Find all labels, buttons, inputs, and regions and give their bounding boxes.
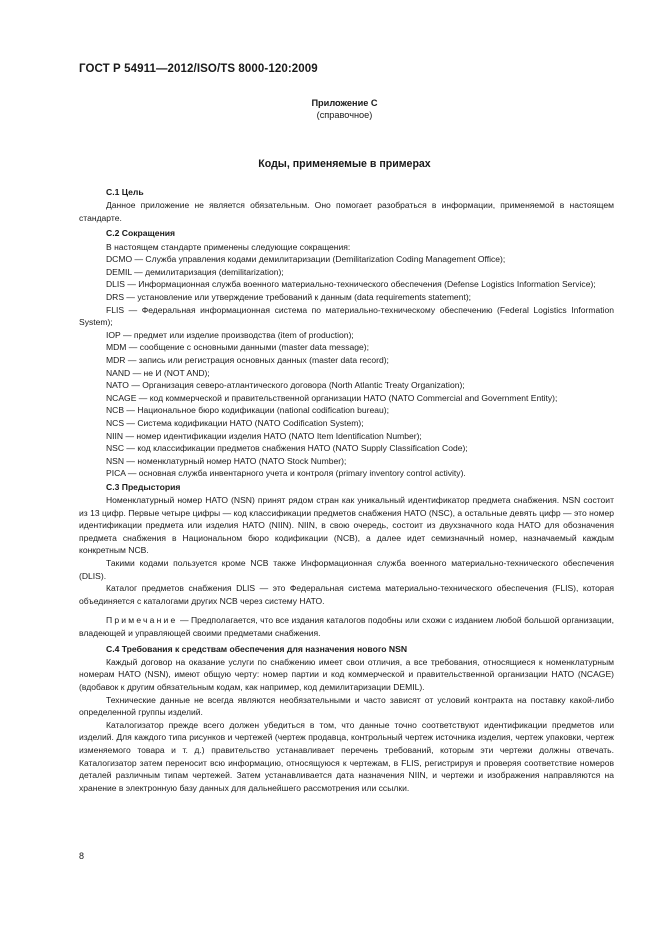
section-c3-paragraph-1: Номенклатурный номер НАТО (NSN) принят рядом стран как уникальный идентификатор предмета снабжения. NSN состоит из 13 цифр. Первые четыре цифры — код классификации предметов снабжения НАТО (NSC), а остальные девять цифр — это номер идентификации предмета или изделия НАТО (NIIN). NIIN, в свою очередь, состоит из двухзначного кода НАТО для обозначения предмета снабжения в Национальном бюро кодификации (NCB), а далее идет семизначный номер, назначаемый каждым конкретным NCB. bbox=[79, 495, 614, 556]
document-code-header: ГОСТ Р 54911—2012/ISO/TS 8000-120:2009 bbox=[79, 63, 318, 75]
abbreviation-item: PICA — основная служба инвентарного учета и контроля (primary inventory control activity). bbox=[106, 468, 466, 479]
section-c4-paragraph-3: Каталогизатор прежде всего должен убедиться в том, что данные точно соответствуют идентификации предметов или изделий. Для каждого типа рисунков и чертежей (чертеж продавца, контрольный чертеж источника изделия, чертеж упаковки, чертеж изменяемого товара и т. д.) правительство устанавливает перечень требований, которым эти чертежи должны отвечать. Каталогизатор затем переносит всю информацию, относящуюся к чертежам, в FLIS, регистрируя и проверяя соответствие номеров деталей различным типам чертежей. Затем устанавливается дата назначения NIIN, и чертежи и изображения направляются на хранение в электронную базу данных для дальнейшего рассмотрения или ссылки. bbox=[79, 719, 614, 793]
page-number: 8 bbox=[79, 851, 85, 861]
section-c4-paragraph-1: Каждый договор на оказание услуги по снабжению имеет свои отличия, а все требования, относящиеся к номенклатурным номерам НАТО (NSN), имеют общую черту: номер партии и код коммерческой и правительственной организации НАТО (NCAGE) (вдобавок к другим обязательным кодам, как например, код демилитаризации DEMIL). bbox=[79, 656, 614, 692]
abbreviation-item: FLIS — Федеральная информационная система по материально-техническому обеспечению (Federal Logistics Information System); bbox=[79, 304, 614, 328]
section-c3-paragraph-3: Каталог предметов снабжения DLIS — это Федеральная система материально-технического обеспечения (FLIS), которая объединяется с каталогами других NCB через систему НАТО. bbox=[79, 583, 614, 606]
abbreviation-item: NIIN — номер идентификации изделия НАТО (NATO Item Identification Number); bbox=[106, 430, 422, 441]
document-body bbox=[79, 185, 614, 794]
abbreviation-item: DRS — установление или утверждение требований к данным (data requirements statement); bbox=[106, 291, 472, 302]
section-c2-intro: В настоящем стандарте применены следующие сокращения: bbox=[106, 241, 351, 252]
appendix-subtitle: (справочное) bbox=[316, 110, 373, 120]
abbreviation-item: IOP — предмет или изделие производства (item of production); bbox=[106, 329, 354, 340]
section-c3-note bbox=[79, 614, 614, 639]
page-title: Коды, применяемые в примерах bbox=[258, 158, 431, 170]
abbreviation-item: NCAGE — код коммерческой и правительственной организации НАТО (NATO Commercial and Government Entity); bbox=[106, 392, 558, 403]
section-c1-heading: С.1 Цель bbox=[106, 187, 144, 197]
appendix-heading bbox=[0, 97, 661, 121]
section-c4-heading: С.4 Требования к средствам обеспечения для назначения нового NSN bbox=[106, 643, 408, 654]
section-c4-paragraph-2: Технические данные не всегда являются необязательными и часто зависят от условий контракта на поставку какой-либо определенной группы изделий. bbox=[79, 694, 614, 718]
abbreviation-item: NATO — Организация северо-атлантического договора (North Atlantic Treaty Organization); bbox=[106, 380, 465, 391]
abbreviation-item: NSC — код классификации предметов снабжения НАТО (NATO Supply Classification Code); bbox=[106, 443, 468, 454]
abbreviation-item: MDM — сообщение с основными данными (master data message); bbox=[106, 342, 369, 353]
abbreviation-item: NCB — Национальное бюро кодификации (national codification bureau); bbox=[106, 405, 389, 416]
abbreviation-item: MDR — запись или регистрация основных данных (master data record); bbox=[106, 354, 389, 365]
abbreviation-item: DLIS — Информационная служба военного материально-технического обеспечения (Defense Logistics Information Service); bbox=[106, 279, 596, 290]
section-c3-heading: С.3 Предыстория bbox=[106, 481, 181, 492]
note-label: Примечание bbox=[106, 615, 178, 626]
appendix-title: Приложение С bbox=[311, 98, 378, 108]
section-c3-paragraph-2: Такими кодами пользуется кроме NCB также Информационная служба военного материально-технического обеспечения (DLIS). bbox=[79, 558, 614, 581]
abbreviation-item: NSN — номенклатурный номер НАТО (NATO Stock Number); bbox=[106, 455, 347, 466]
section-c1-paragraph: Данное приложение не является обязательным. Оно помогает разобраться в информации, применяемой в настоящем стандарте. bbox=[79, 200, 614, 223]
abbreviation-item: NCS — Система кодификации НАТО (NATO Codification System); bbox=[106, 417, 364, 428]
section-c2-heading: С.2 Сокращения bbox=[106, 228, 176, 239]
abbreviation-item: DCMO — Служба управления кодами демилитаризации (Demilitarization Coding Management Office); bbox=[106, 254, 506, 265]
abbreviation-item: DEMIL — демилитаризация (demilitarization); bbox=[106, 266, 284, 277]
abbreviation-item: NAND — не И (NOT AND); bbox=[106, 367, 210, 378]
abbreviation-list bbox=[79, 253, 614, 480]
note-text: — Предполагается, что все издания каталогов подобны или схожи с изданием любой большой организации, владеющей и управляющей своими предметами снабжения. bbox=[79, 615, 615, 639]
